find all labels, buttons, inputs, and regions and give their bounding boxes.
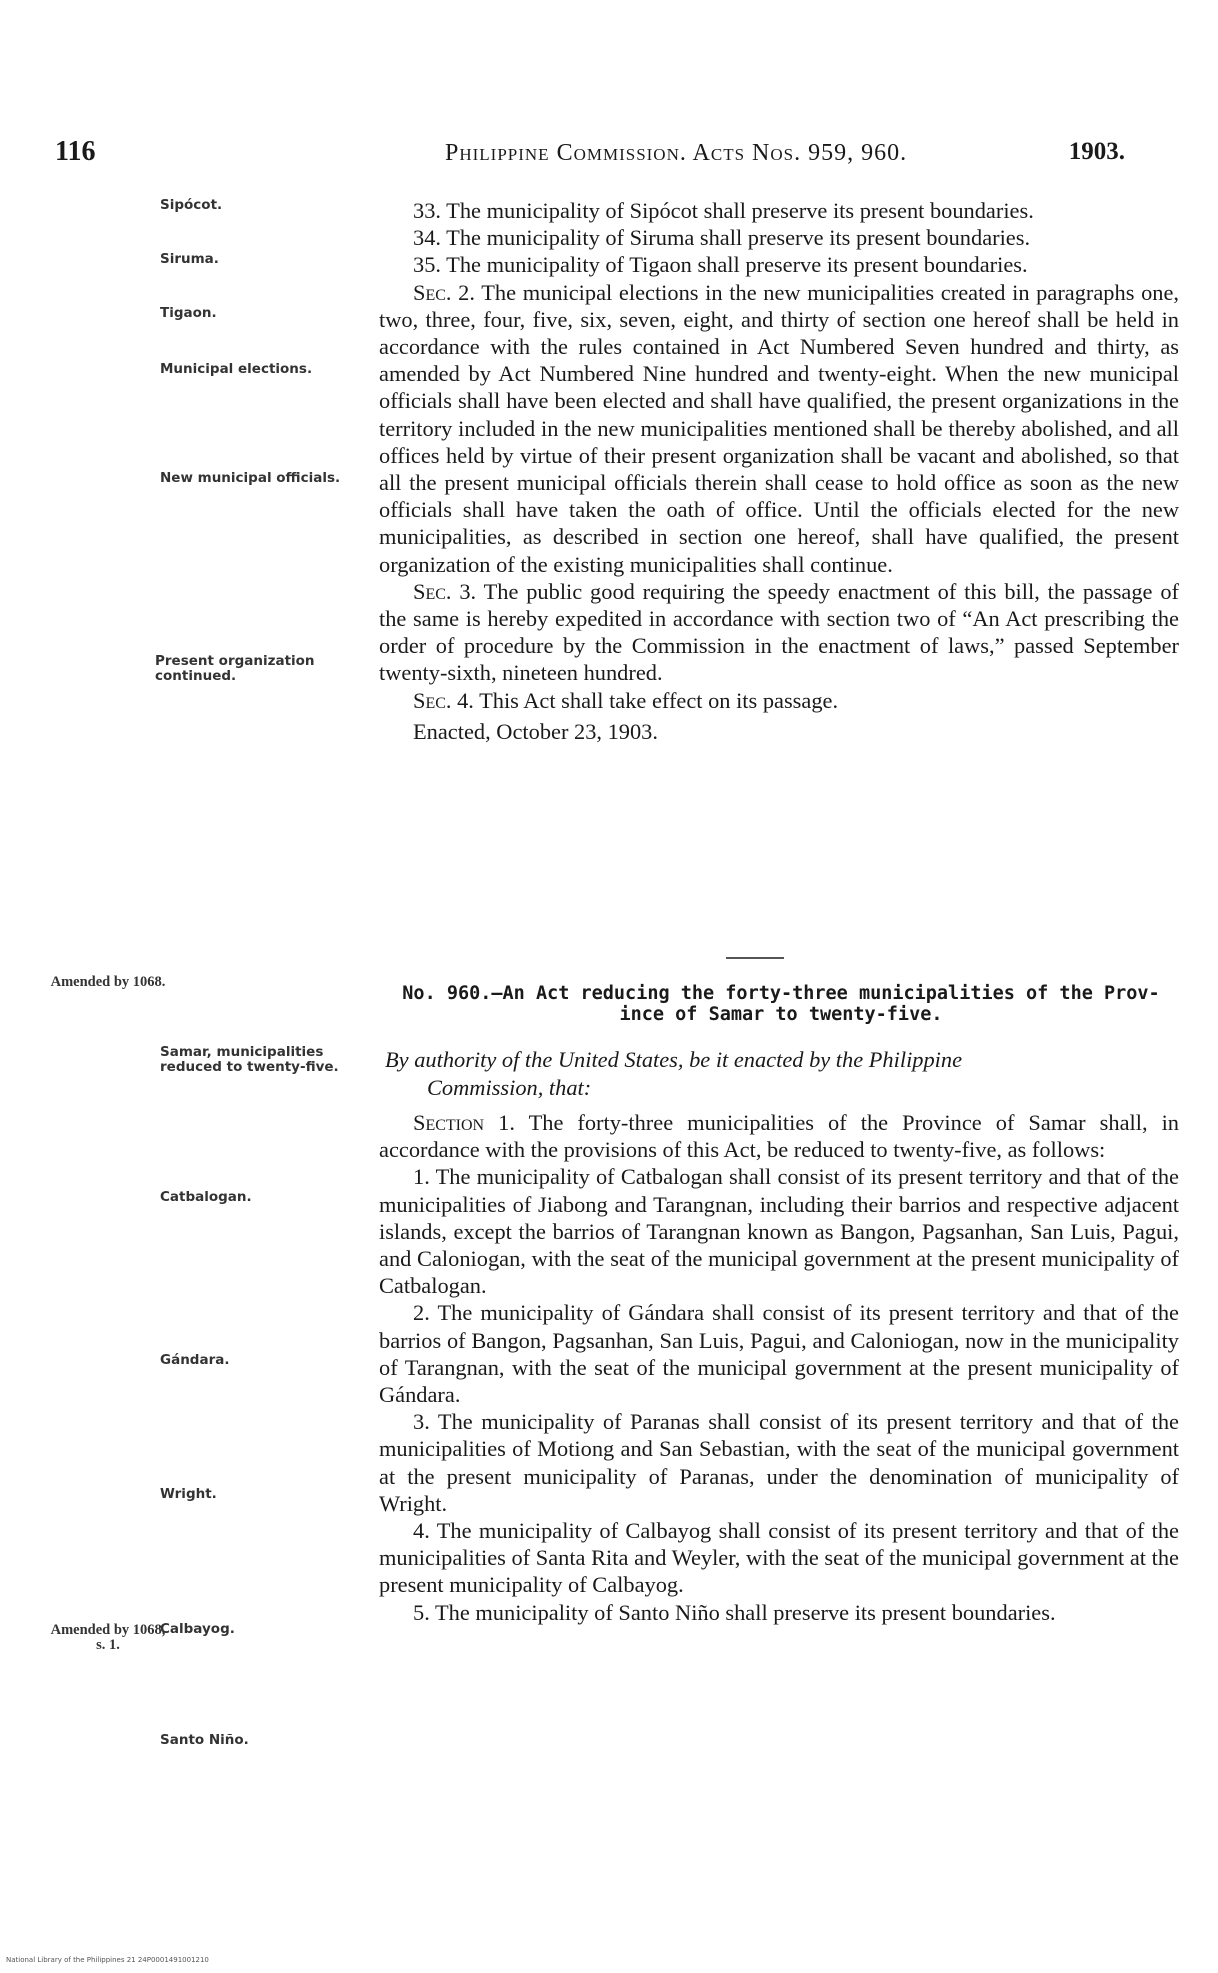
- margin-note-santo-nino: Santo Niño.: [160, 1732, 249, 1748]
- section-2-label: Sec. 2.: [413, 279, 475, 305]
- section-4-text: This Act shall take effect on its passage.: [473, 687, 839, 713]
- margin-note-amended-1068: Amended by 1068.: [50, 974, 166, 990]
- margin-note-tigaon: Tigaon.: [160, 305, 217, 321]
- margin-note-present-organization: Present organization continued.: [155, 653, 315, 684]
- paragraph-4: 4. The municipality of Calbayog shall consist of its present territory and that of the municipalities of Santa Rita and Weyler, with the seat of the municipal government at the present municipality of Calbayog.: [379, 1518, 1179, 1598]
- section-2-text: The municipal elections in the new municipalities created in paragraphs one, two, three, four, five, six, seven, eight, and thirty of section one hereof shall be held in accordance with the rules contained in Act Numbered Seven hundred and thirty, as amended by Act Numbered Nine hundred and twenty-eight. When the new municipal officials shall have been elected and shall have qualified, the present organizations in the territory included in the new municipalities mentioned shall be thereby abolished, and all offices held by virtue of their present organization shall be vacant and abolished, so that all the present municipal officials therein shall cease to hold office as soon as the new officials shall have taken the oath of office. Until the officials elected for the new municipalities, as described in section one hereof, shall have qualified, the present organization of the existing municipalities shall continue.: [379, 279, 1180, 577]
- section-4: [379, 687, 1179, 714]
- enacting-clause-line-2: Commission, that:: [427, 1074, 592, 1100]
- page-header: [55, 136, 1125, 176]
- paragraph-3: 3. The municipality of Paranas shall consist of its present territory and that of the municipalities of Motiong and San Sebastian, with the seat of the municipal government at the present municipality of Paranas, under the denomination of municipality of Wright.: [379, 1409, 1179, 1516]
- paragraph-34: 34. The municipality of Siruma shall preserve its present boundaries.: [413, 225, 1031, 251]
- section-3: [379, 578, 1179, 687]
- section-3-text: The public good requiring the speedy enactment of this bill, the passage of the same is hereby expedited in accordance with section two of “An Act prescribing the order of procedure by the Commission in the enactment of laws,” passed September twenty-sixth, nineteen hundred.: [379, 578, 1179, 686]
- section-1-text: The forty-three municipalities of the Province of Samar shall, in accordance with the provisions of this Act, be reduced to twenty-five, as follows:: [379, 1110, 1180, 1163]
- margin-note-new-officials: New municipal officials.: [160, 470, 341, 486]
- running-title: Philippine Commission. Acts Nos. 959, 960.: [445, 140, 908, 166]
- section-3-label: Sec. 3.: [413, 578, 477, 604]
- enacted-date: Enacted, October 23, 1903.: [413, 718, 658, 744]
- paragraph-5: 5. The municipality of Santo Niño shall preserve its present boundaries.: [413, 1599, 1056, 1625]
- margin-note-municipal-elections: Municipal elections.: [160, 361, 313, 377]
- enacting-clause-line-1: By authority of the United States, be it enacted by the Philippine: [385, 1047, 963, 1072]
- section-1: [379, 1109, 1179, 1163]
- paragraph-1: 1. The municipality of Catbalogan shall consist of its present territory and that of the municipalities of Jiabong and Tarangnan, including their barrios and respective adjacent islands, except the barrios of Tarangnan known as Bangon, Pagsanhan, San Luis, Pagui, and Caloniogan, with the seat of the municipal government at the present municipality of Catbalogan.: [379, 1164, 1179, 1299]
- section-4-label: Sec. 4.: [413, 687, 474, 713]
- enacting-clause: [385, 1046, 1179, 1101]
- paragraph-2: 2. The municipality of Gándara shall consist of its present territory and that of the barrios of Bangon, Pagsanhan, San Luis, Pagui, and Caloniogan, now in the municipality of Tarangnan, with the seat of the municipal government at the present municipality of Gándara.: [379, 1300, 1179, 1408]
- margin-note-wright: Wright.: [160, 1486, 217, 1502]
- paragraph-35: 35. The municipality of Tigaon shall preserve its present boundaries.: [413, 252, 1028, 278]
- margin-note-amended-1068-s1: Amended by 1068, s. 1.: [50, 1622, 166, 1653]
- margin-note-calbayog: Calbayog.: [160, 1621, 235, 1637]
- margin-note-samar-reduced: Samar, municipalities reduced to twenty-five.: [160, 1044, 339, 1075]
- section-1-label: Section 1.: [413, 1110, 515, 1135]
- act-960-heading-line-2: ince of Samar to twenty-five.: [619, 1004, 943, 1025]
- page-number: 116: [55, 136, 96, 167]
- margin-note-catbalogan: Catbalogan.: [160, 1189, 252, 1205]
- margin-note-sipocot: Sipócot.: [160, 197, 223, 213]
- header-year: 1903.: [1068, 138, 1125, 165]
- act-960-body: [379, 1109, 1179, 1626]
- section-divider: [726, 957, 784, 959]
- margin-note-siruma: Siruma.: [160, 251, 219, 267]
- section-2: [379, 279, 1179, 578]
- paragraph-33: 33. The municipality of Sipócot shall preserve its present boundaries.: [413, 198, 1034, 223]
- act-960-heading: [385, 983, 1177, 1025]
- act-959-body: [379, 197, 1179, 745]
- margin-note-gandara: Gándara.: [160, 1352, 230, 1368]
- act-960-heading-line-1: No. 960.—An Act reducing the forty-three municipalities of the Prov-: [402, 983, 1160, 1004]
- scan-footer: National Library of the Philippines 21 24P0001491001210: [6, 1956, 209, 1964]
